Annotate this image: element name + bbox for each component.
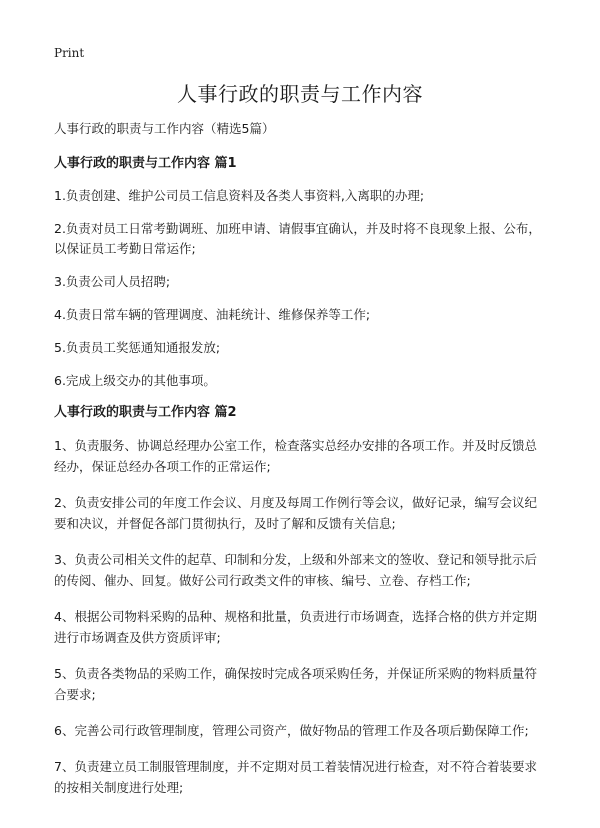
paragraph: 2.负责对员工日常考勤调班、加班申请、请假事宜确认，并及时将不良现象上报、公布，以保证员工考勤日常运作; [54,221,541,256]
paragraph: 6.完成上级交办的其他事项。 [54,373,216,388]
print-link[interactable]: Print [54,46,85,60]
section-2 [54,404,546,798]
paragraph: 4.负责日常车辆的管理调度、油耗统计、维修保养等工作; [54,307,371,322]
paragraph: 1、负责服务、协调总经理办公室工作，检查落实总经办安排的各项工作。并及时反馈总经办，保证总经办各项工作的正常运作; [54,438,537,474]
paragraph: 5.负责员工奖惩通知通报发放; [54,340,221,355]
page-title: 人事行政的职责与工作内容 [177,82,423,106]
section-heading: 人事行政的职责与工作内容 篇1 [54,156,237,171]
paragraph: 5、负责各类物品的采购工作，确保按时完成各项采购任务，并保证所采购的物料质量符合要求; [54,666,537,702]
paragraph: 7、负责建立员工制服管理制度，并不定期对员工着装情况进行检查，对不符合着装要求的按相关制度进行处理; [54,759,537,795]
document-subtitle: 人事行政的职责与工作内容（精选5篇） [54,121,275,136]
paragraph: 3、负责公司相关文件的起草、印制和分发，上级和外部来文的签收、登记和领导批示后的传阅、催办、回复。做好公司行政类文件的审核、编号、立卷、存档工作; [54,552,537,588]
section-heading: 人事行政的职责与工作内容 篇2 [54,405,237,420]
section-1 [54,155,546,391]
paragraph: 3.负责公司人员招聘; [54,274,171,289]
paragraph: 2、负责安排公司的年度工作会议、月度及每周工作例行等会议，做好记录，编写会议纪要和决议，并督促各部门贯彻执行，及时了解和反馈有关信息; [54,495,537,531]
document-body [54,120,546,813]
paragraph: 4、根据公司物料采购的品种、规格和批量，负责进行市场调查，选择合格的供方并定期进行市场调查及供方资质评审; [54,609,537,645]
paragraph: 6、完善公司行政管理制度，管理公司资产，做好物品的管理工作及各项后勤保障工作; [54,723,529,738]
paragraph: 1.负责创建、维护公司员工信息资料及各类人事资料,入离职的办理; [54,188,425,203]
